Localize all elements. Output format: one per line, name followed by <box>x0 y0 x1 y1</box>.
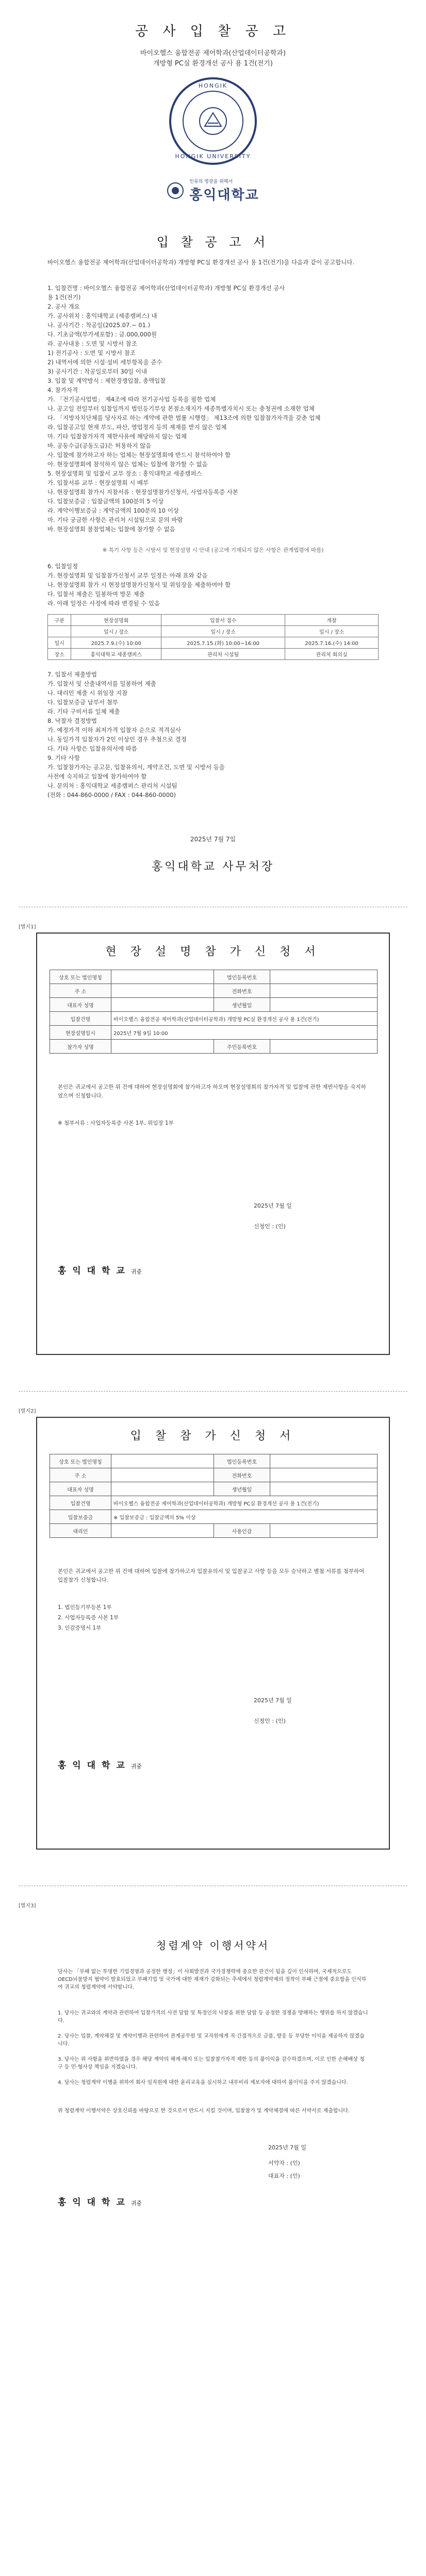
after-line: 8. 낙찰자 결정방법 <box>47 717 97 724</box>
form2-attach-item: 1. 법인등기부등본 1부 <box>58 1604 112 1611</box>
participant-id-field[interactable] <box>270 1040 378 1054</box>
bid-doc-intro: 바이오헬스 융합전공 제어학과(산업데이터공학과) 개방형 PC실 환경개선 공사 용 1건(전기)을 다음과 같이 공고합니다. <box>47 259 355 266</box>
form2-attach-item: 3. 인감증명서 1부 <box>58 1625 102 1631</box>
university-emblem-icon <box>167 182 184 199</box>
form1-label: 전화번호 <box>214 984 270 998</box>
table-row <box>50 1454 378 1468</box>
form1-signature: 신청인 : (인) <box>254 1223 286 1230</box>
table-cell: 2025.7.16.(수) 14:00 <box>285 637 379 649</box>
seal-emblem-icon <box>198 106 228 137</box>
after-line: 나. 동일가격 입찰자가 2인 이상인 경우 추첨으로 결정 <box>47 736 187 743</box>
representative-field[interactable] <box>111 1482 214 1496</box>
after-line: 나. 대리인 제출 시 위임장 지참 <box>47 689 128 697</box>
form2-label: 사용인감 <box>214 1524 270 1538</box>
form1-org-suffix: 귀중 <box>130 1268 142 1275</box>
table-row <box>50 1482 378 1496</box>
university-seal <box>0 77 426 165</box>
bid-line: 바. 현장설명회 불참업체는 입찰에 참가할 수 없음 <box>47 526 175 533</box>
agent-field[interactable] <box>111 1524 214 1538</box>
wordmark-tagline: 인류의 영광을 위해서 <box>189 179 233 184</box>
schedule-table <box>47 614 379 660</box>
form2-project: 바이오헬스 융합전공 제어학과(산업데이터공학과) 개방형 PC실 환경개선 공사 용 1건(전기) <box>111 1496 378 1510</box>
university-wordmark <box>0 178 426 204</box>
after-line: 가. 입찰참가자는 공고문, 입찰유의서, 계약조건, 도면 및 시방서 등을 <box>47 764 225 771</box>
pledge-item: 4. 당사는 청렴계약 이행을 위하여 회사 임직원에 대한 윤리교육을 실시하고 내부비리 제보자에 대하여 불이익을 주지 않겠습니다. <box>58 2080 348 2086</box>
after-line: 라. 기타 구비서류 일체 제출 <box>47 708 120 715</box>
form1-project: 바이오헬스 융합전공 제어학과(산업데이터공학과) 개방형 PC실 환경개선 공사 용 1건(전기) <box>111 1012 378 1026</box>
table-row <box>50 1510 378 1524</box>
bid-line: 라. 계약이행보증금 : 계약금액의 100분의 10 이상 <box>47 507 179 514</box>
form3-org-suffix: 귀중 <box>130 2200 142 2207</box>
form1-label: 주민등록번호 <box>214 1040 270 1054</box>
bid-line: 라. 공사내용 : 도면 및 시방서 참조 <box>47 340 137 347</box>
table-cell: 일시 / 장소 <box>71 626 161 637</box>
bid-issuer: 홍익대학교 사무처장 <box>151 860 275 873</box>
bid-line: 2. 공사 개요 <box>47 303 80 310</box>
pledge-item: 3. 당사는 위 사항을 위반하였을 경우 해당 계약의 해제·해지 또는 입찰참가자격 제한 등의 불이익을 감수하겠으며, 이로 인한 손해배상 청구 등 민·형사상 책임을 지겠습니다. <box>58 2057 365 2070</box>
form1-date: 2025년 7월 일 <box>254 1202 292 1209</box>
bid-line: 마. 기타 궁금한 사항은 관리처 시설팀으로 문의 바람 <box>47 516 183 523</box>
table-row <box>50 998 378 1012</box>
table-cell: 관리처 회의실 <box>285 649 379 660</box>
announcement-subtitle-1: 바이오헬스 융합전공 제어학과(산업데이터공학과) <box>140 49 286 57</box>
bid-line: 다. 입찰보증금 : 입찰금액의 100분의 5 이상 <box>47 498 164 505</box>
table-cell: 홍익대학교 세종캠퍼스 <box>71 649 161 660</box>
form2-org: 홍 익 대 학 교 귀중 <box>58 1760 142 1771</box>
table-header-cell: 입찰서 접수 <box>161 615 285 626</box>
form3-signature-1: 서약자 : (인) <box>268 2160 300 2166</box>
bid-line: 다. 「지방자치단체를 당사자로 하는 계약에 관한 법률 시행령」 제13조에 의한 입찰참가자격을 갖춘 업체 <box>47 414 321 421</box>
table-row <box>50 1026 378 1040</box>
form2-title: 입 찰 참 가 신 청 서 <box>130 1430 296 1443</box>
form1-label: 현장설명일시 <box>50 1026 111 1040</box>
schedule-line: 나. 현장설명회 참가 시 현장설명참가신청서 및 위임장을 제출하여야 함 <box>47 581 231 588</box>
form1-label: 참가자 성명 <box>50 1040 111 1054</box>
form1-title: 현 장 설 명 참 가 신 청 서 <box>105 945 321 958</box>
form1-session-time: 2025년 7월 9일 10:00 <box>111 1026 378 1040</box>
form2-body: 본인은 귀교에서 공고한 위 건에 대하여 입찰에 참가하고자 입찰유의서 및 입찰공고 사항 등을 모두 승낙하고 별첨 서류를 첨부하여 입찰참가 신청합니다. <box>58 1568 365 1583</box>
seal-field[interactable] <box>270 1524 378 1538</box>
form2-tag: [별지2] <box>19 1409 36 1414</box>
address-field[interactable] <box>111 984 214 998</box>
bid-line: 라. 입찰공고일 현재 부도, 파산, 영업정지 등의 제재를 받지 않은 업체 <box>47 423 227 431</box>
form2-org-suffix: 귀중 <box>130 1763 142 1770</box>
after-line: (전화 : 044-860-0000 / FAX : 044-860-0000) <box>47 791 176 799</box>
table-row <box>50 970 378 984</box>
bid-line: 아. 현장설명회에 참석하지 않은 업체는 입찰에 참가할 수 없음 <box>47 461 208 468</box>
table-header-cell: 현장설명회 <box>71 615 161 626</box>
phone-field[interactable] <box>270 1468 378 1482</box>
company-name-field[interactable] <box>111 1454 214 1468</box>
form3-org: 홍 익 대 학 교 귀중 <box>58 2197 142 2208</box>
participant-name-field[interactable] <box>111 1040 214 1054</box>
table-cell: 일시 <box>48 637 71 649</box>
table-cell <box>48 626 71 637</box>
schedule-line: 라. 아래 일정은 사정에 따라 변경될 수 있음 <box>47 600 160 607</box>
form1-label: 생년월일 <box>214 998 270 1012</box>
bid-line: 나. 공고일 전일부터 입찰일까지 법인등기부상 본점소재지가 세종특별자치시 또는 충청권에 소재한 업체 <box>47 405 315 412</box>
form2-label: 전화번호 <box>214 1468 270 1482</box>
bid-line: 사. 입찰에 참가하고자 하는 업체는 현장설명회에 반드시 참석하여야 함 <box>47 451 231 459</box>
form2-attach-item: 2. 사업자등록증 사본 1부 <box>58 1615 119 1621</box>
bid-line: 용 1건(전기) <box>47 294 81 301</box>
form2-date: 2025년 7월 일 <box>254 1697 292 1704</box>
bid-line: 1) 전기공사 : 도면 및 시방서 참조 <box>47 349 136 357</box>
table-cell: 장소 <box>48 649 71 660</box>
wordmark-name: 홍익대학교 <box>189 188 259 203</box>
bid-line: 5. 현장설명회 및 입찰서 교부 장소 : 홍익대학교 세종캠퍼스 <box>47 470 202 477</box>
after-line: 다. 기타 사항은 입찰유의서에 따름 <box>47 745 137 752</box>
bid-line: 4. 참가자격 <box>47 386 78 394</box>
bid-date: 2025년 7월 7일 <box>190 836 236 843</box>
bid-line: 가. 공사위치 : 홍익대학교 (세종캠퍼스) 내 <box>47 312 157 319</box>
after-line: 9. 기타 사항 <box>47 754 80 761</box>
form2-deposit: ※ 입찰보증금 : 입찰금액의 5% 이상 <box>111 1510 378 1524</box>
form3-title: 청렴계약 이행서약서 <box>156 1939 270 1952</box>
bid-line: 1. 입찰건명 : 바이오헬스 융합전공 제어학과(산업데이터공학과) 개방형 PC실 환경개선 공사 <box>47 284 285 292</box>
form3-signature-2: 대표자 : (인) <box>268 2173 300 2179</box>
form2-table <box>50 1454 378 1538</box>
corp-reg-number-field[interactable] <box>270 1454 378 1468</box>
after-line: 나. 문의처 : 홍익대학교 세종캠퍼스 관리처 시설팀 <box>47 782 177 789</box>
table-row <box>50 984 378 998</box>
form1-table <box>50 970 378 1054</box>
bid-line: 마. 기타 입찰참가자격 제한사유에 해당하지 않는 업체 <box>47 433 187 440</box>
after-line: 7. 입찰서 제출방법 <box>47 671 97 678</box>
company-name-field[interactable] <box>111 970 214 984</box>
form1-label: 대표자 성명 <box>50 998 111 1012</box>
after-line: 가. 예정가격 이하 최저가격 입찰자 순으로 적격심사 <box>47 726 181 734</box>
bid-notice: ※ 특기 사항 등은 시방서 및 현장설명 시 안내 (공고에 기재되지 않은 사항은 관계법령에 따름) <box>102 547 324 553</box>
birthdate-field[interactable] <box>270 1482 378 1496</box>
form2-label: 생년월일 <box>214 1482 270 1496</box>
schedule-line: 가. 현장설명회 및 입찰참가신청서 교부 일정은 아래 표와 같음 <box>47 572 208 579</box>
form1-label: 주 소 <box>50 984 111 998</box>
form3-date: 2025년 7월 일 <box>268 2144 306 2151</box>
table-header-cell: 구분 <box>48 615 71 626</box>
bid-line: 3) 공사기간 : 착공일로부터 30일 이내 <box>47 368 148 375</box>
seal-bottom-text: HONGIK UNIVERSITY <box>175 153 251 160</box>
after-line: 사전에 숙지하고 입찰에 참가하여야 함 <box>47 773 147 780</box>
table-row <box>50 1012 378 1026</box>
form1-tag: [별지1] <box>19 924 36 930</box>
form2-label: 법인등록번호 <box>214 1454 270 1468</box>
form1-box <box>36 933 390 1355</box>
bid-line: 나. 현장설명회 참가시 지참서류 : 현장설명참가신청서, 사업자등록증 사본 <box>47 488 239 496</box>
pledge-item: 1. 당사는 귀교와의 계약과 관련하여 입찰가격의 사전 담합 및 특정인의 낙찰을 위한 담합 등 공정한 경쟁을 방해하는 행위를 하지 않겠습니다. <box>58 2010 368 2024</box>
form1-body: 본인은 귀교에서 공고한 위 건에 대하여 현장설명회에 참가하고자 하오며 현장설명회의 참가자격 및 입찰에 관한 제반사항을 숙지하였으며 신청합니다. <box>58 1084 366 1099</box>
bid-line: 2) 내역서에 의한 시설·설비 세부항목을 준수 <box>47 359 162 366</box>
after-line: 다. 입찰보증금 납부서 첨부 <box>47 699 118 706</box>
bid-doc-title: 입 찰 공 고 서 <box>156 235 270 249</box>
form2-signature: 신청인 : (인) <box>254 1718 286 1724</box>
form2-label: 대표자 성명 <box>50 1482 111 1496</box>
bid-line: 가. 「전기공사업법」 제4조에 따라 전기공사업 등록을 필한 업체 <box>47 396 216 403</box>
table-cell: 일시 / 장소 <box>161 626 285 637</box>
form1-org: 홍 익 대 학 교 귀중 <box>58 1266 142 1276</box>
table-cell: 일시 / 장소 <box>285 626 379 637</box>
form1-label: 상호 또는 법인명칭 <box>50 970 111 984</box>
schedule-line: 다. 입찰서 제출은 밀봉하여 방문 제출 <box>47 590 145 598</box>
bid-line: 바. 공동수급(공동도급)은 허용하지 않음 <box>47 442 152 449</box>
table-row <box>50 1524 378 1538</box>
bid-line: 나. 공사기간 : 착공일(2025.07.~ 01.) <box>47 321 151 329</box>
corp-reg-number-field[interactable] <box>270 970 378 984</box>
table-cell: 2025.7.9.(수) 10:00 <box>71 637 161 649</box>
bid-line: 다. 기초금액(부가세포함) : 금.000,000원 <box>47 331 157 338</box>
bid-line: 3. 입찰 및 계약방식 : 제한경쟁입찰, 총액입찰 <box>47 377 166 384</box>
form3-closing: 위 청렴계약 이행서약은 상호신뢰를 바탕으로 한 것으로서 반드시 지킬 것이며, 입찰참가 및 계약체결에 따른 서약서로 제출합니다. <box>58 2108 350 2114</box>
address-field[interactable] <box>111 1468 214 1482</box>
birthdate-field[interactable] <box>270 998 378 1012</box>
representative-field[interactable] <box>111 998 214 1012</box>
form2-label: 상호 또는 법인명칭 <box>50 1454 111 1468</box>
table-row <box>50 1496 378 1510</box>
table-row <box>48 615 379 626</box>
form2-label: 입찰보증금 <box>50 1510 111 1524</box>
table-row <box>48 626 379 637</box>
form1-attach: ※ 첨부서류 : 사업자등록증 사본 1부, 위임장 1부 <box>58 1120 174 1126</box>
form3-intro: 당사는 「부패 없는 투명한 기업경영과 공정한 행정」이 사회발전과 국가경쟁력에 중요한 관건이 됨을 깊이 인식하며, 국제적으로도 OECD뇌물방지 협약이 발효되었고 부패기업 및 국가에 대한 제재가 강화되는 추세에서 청렴계약제의 정착이 부패 근절에 중요함을 인식하여 귀교의 청렴계약에 서약합니다. <box>58 1969 367 1990</box>
form3-tag: [별지3] <box>19 1903 36 1909</box>
table-row <box>48 649 379 660</box>
seal-top-text: HONGIK <box>198 82 228 89</box>
table-header-cell: 개찰 <box>285 615 379 626</box>
form2-box <box>36 1417 390 1850</box>
table-row <box>50 1040 378 1054</box>
phone-field[interactable] <box>270 984 378 998</box>
table-row <box>48 637 379 649</box>
bid-line: 가. 입찰서류 교부 : 현장설명회 시 배부 <box>47 479 149 486</box>
form2-label: 입찰건명 <box>50 1496 111 1510</box>
pledge-item: 2. 당사는 입찰, 계약체결 및 계약이행과 관련하여 관계공무원 및 교직원에게 직·간접적으로 금품, 향응 등 부당한 이익을 제공하지 않겠습니다. <box>58 2033 365 2047</box>
page-divider <box>19 1391 407 1392</box>
form2-label: 대리인 <box>50 1524 111 1538</box>
announcement-title: 공 사 입 찰 공 고 <box>135 24 291 39</box>
table-cell: 관리처 시설팀 <box>161 649 285 660</box>
schedule-line: 6. 입찰일정 <box>47 563 78 570</box>
form1-label: 법인등록번호 <box>214 970 270 984</box>
table-row <box>50 1468 378 1482</box>
announcement-subtitle-2: 개방형 PC실 환경개선 공사 용 1건(전기) <box>153 60 273 67</box>
form2-label: 주 소 <box>50 1468 111 1482</box>
table-cell: 2025.7.15.(화) 10:00~16:00 <box>161 637 285 649</box>
form1-label: 입찰건명 <box>50 1012 111 1026</box>
after-line: 가. 입찰서 및 산출내역서를 밀봉하여 제출 <box>47 680 156 687</box>
